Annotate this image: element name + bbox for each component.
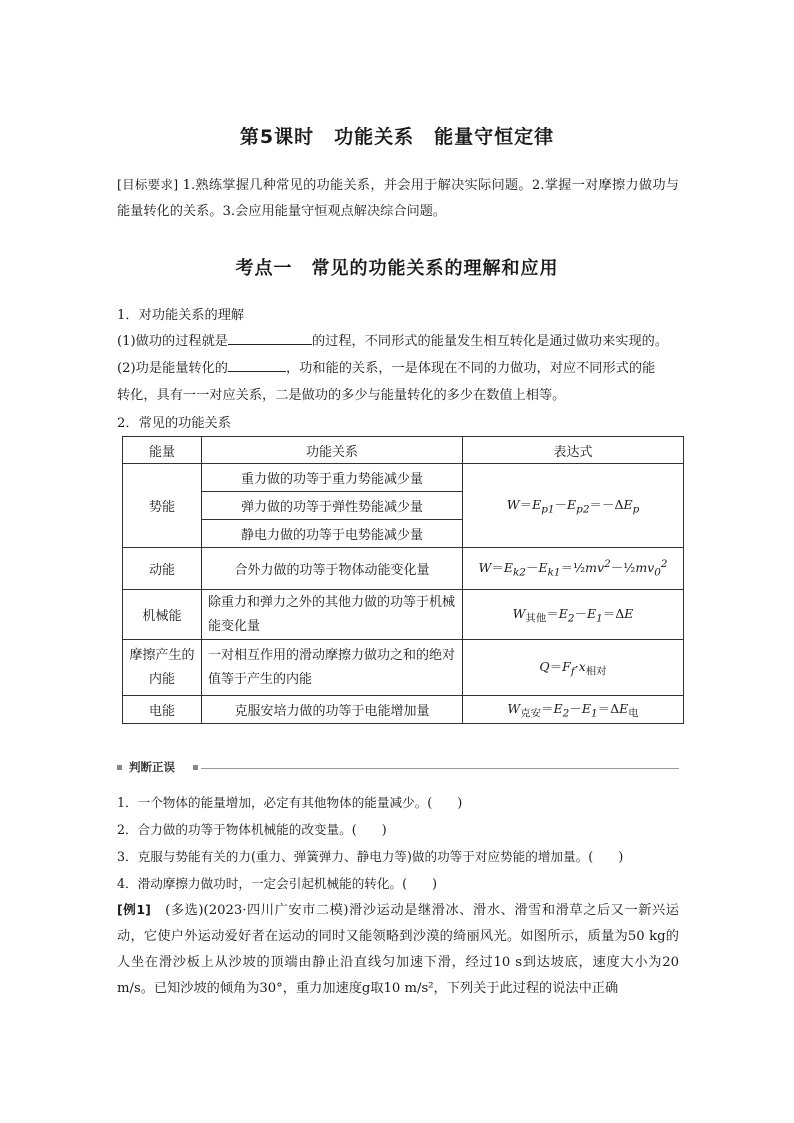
header-energy: 能量 — [123, 437, 202, 464]
goal-tag: [目标要求] — [117, 177, 179, 192]
fill-blank-1 — [228, 330, 312, 345]
judge-item: 4．滑动摩擦力做功时，一定会引起机械能的转化。( ) — [117, 876, 438, 891]
goal-text: 1.熟练掌握几种常见的功能关系，并会用于解决实际问题。2.掌握一对摩擦力做功与能量转化的关系。3.会应用能量守恒观点解决综合问题。 — [117, 178, 679, 219]
table-row — [123, 696, 684, 724]
divider — [201, 768, 679, 769]
point1-item-b — [117, 357, 679, 376]
example-text: (多选)(2023·四川广安市二模)滑沙运动是继滑冰、滑水、滑雪和滑草之后又一新兴运动，它使户外运动爱好者在运动的同时又能领略到沙漠的绮丽风光。如图所示，质量为50 kg的人坐在滑沙板上从沙坡的顶端由静止沿直线匀加速下滑，经过10 s到达坡底，速度大小为20 m/s。已知沙坡的倾角为30°，重力加速度g取10 m/s²，下列关于此过程的说法中正确 — [117, 903, 679, 996]
expression-cell — [463, 640, 684, 696]
expr-electric: $W_{克安}=E_2-E_1=\Delta E_电$ — [507, 701, 639, 720]
judge-section-header — [117, 761, 679, 775]
expression-cell — [463, 464, 684, 548]
example-paragraph — [117, 897, 679, 1002]
energy-cell: 电能 — [123, 696, 202, 724]
table-row — [123, 548, 684, 590]
judge-item: 1．一个物体的能量增加，必定有其他物体的能量减少。( ) — [117, 795, 463, 810]
table-header-row — [123, 437, 684, 464]
judge-item: 2．合力做的功等于物体机械能的改变量。( ) — [117, 822, 387, 837]
table-row — [123, 640, 684, 696]
bullet-square — [117, 765, 122, 770]
function-energy-table — [122, 436, 684, 724]
expression-cell — [463, 696, 684, 724]
expr-kinetic: $W=E_{k2}-E_{k1}=\frac{1}{2}mv^2-\frac{1}{2}mv_0^2$ — [478, 558, 668, 579]
judge-label: 判断正误 — [129, 760, 175, 774]
header-expression: 表达式 — [463, 437, 684, 464]
relation-cell: 克服安培力做的功等于电能增加量 — [202, 696, 463, 724]
relation-cell: 合外力做的功等于物体动能变化量 — [202, 548, 463, 590]
energy-cell: 势能 — [123, 464, 202, 548]
expression-cell — [463, 590, 684, 640]
expr-friction: $Q=F_f\cdot x_{相对}$ — [539, 659, 607, 678]
point1-a-before: (1)做功的过程就是 — [117, 334, 228, 349]
lesson-title: 第5课时 功能关系 能量守恒定律 — [239, 126, 555, 148]
expression-cell — [463, 548, 684, 590]
energy-cell: 摩擦产生的内能 — [123, 640, 202, 696]
point1-heading: 1．对功能关系的理解 — [117, 308, 245, 323]
expr-potential: $W=E_{p1}-E_{p2}=-\Delta E_p$ — [506, 497, 640, 516]
point1-a-after: 的过程，不同形式的能量发生相互转化是通过做功来实现的。 — [312, 334, 669, 349]
relation-cell: 一对相互作用的滑动摩擦力做功之和的绝对值等于产生的内能 — [202, 640, 463, 696]
bullet-square — [193, 765, 198, 770]
goal-paragraph — [117, 172, 679, 225]
header-relation: 功能关系 — [202, 437, 463, 464]
point1-b-after: ，功和能的关系，一是体现在不同的力做功，对应不同形式的能 — [286, 361, 656, 376]
section-title: 考点一 常见的功能关系的理解和应用 — [235, 258, 559, 279]
energy-cell: 机械能 — [123, 590, 202, 640]
relation-cell: 弹力做的功等于弹性势能减少量 — [202, 492, 463, 520]
energy-cell: 动能 — [123, 548, 202, 590]
relation-cell: 重力做的功等于重力势能减少量 — [202, 464, 463, 492]
point1-item-b-cont: 转化，具有一一对应关系，二是做功的多少与能量转化的多少在数值上相等。 — [117, 388, 566, 403]
point1-b-before: (2)功是能量转化的 — [117, 361, 228, 376]
relation-cell: 静电力做的功等于电势能减少量 — [202, 520, 463, 548]
example-label: [例1] — [117, 902, 151, 917]
judge-item: 3．克服与势能有关的力(重力、弹簧弹力、静电力等)做的功等于对应势能的增加量。( ) — [117, 849, 624, 864]
point2-heading: 2．常见的功能关系 — [117, 416, 231, 431]
table-row — [123, 464, 684, 492]
relation-cell: 除重力和弹力之外的其他力做的功等于机械能变化量 — [202, 590, 463, 640]
fill-blank-2 — [228, 357, 286, 372]
table-row — [123, 590, 684, 640]
expr-mechanical: $W_{其他}=E_2-E_1=\Delta E$ — [512, 606, 634, 625]
point1-item-a — [117, 330, 679, 349]
